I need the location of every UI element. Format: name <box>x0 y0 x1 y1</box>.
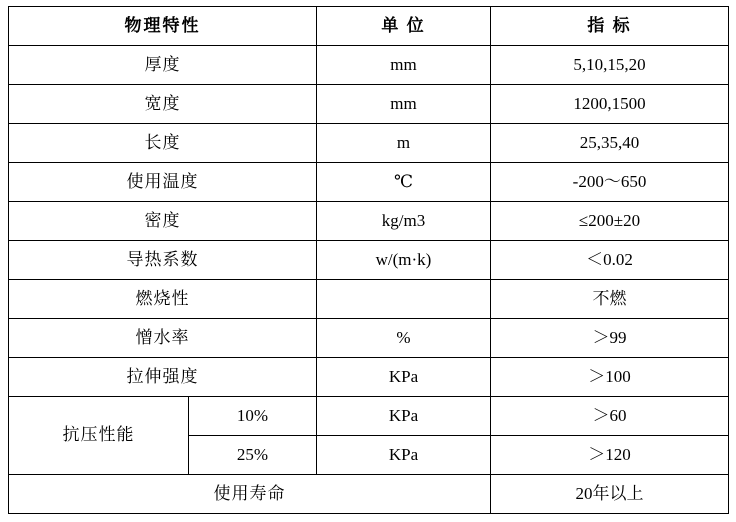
row-unit: KPa <box>317 358 491 397</box>
row-unit: KPa <box>317 436 491 475</box>
table-row <box>9 280 729 319</box>
row-unit: mm <box>317 85 491 124</box>
row-property: 使用温度 <box>9 163 317 202</box>
table-row <box>9 397 729 436</box>
row-value: ＞120 <box>491 436 729 475</box>
specification-table <box>8 6 729 514</box>
row-property-compression: 抗压性能 <box>9 397 189 475</box>
table-row <box>9 241 729 280</box>
row-property: 憎水率 <box>9 319 317 358</box>
row-subproperty: 10% <box>189 397 317 436</box>
row-subproperty: 25% <box>189 436 317 475</box>
row-value: 25,35,40 <box>491 124 729 163</box>
row-value: ＜0.02 <box>491 241 729 280</box>
row-unit <box>317 280 491 319</box>
row-property: 厚度 <box>9 46 317 85</box>
table-row <box>9 475 729 514</box>
row-value: ＞60 <box>491 397 729 436</box>
row-unit: % <box>317 319 491 358</box>
table-row <box>9 319 729 358</box>
row-property: 使用寿命 <box>9 475 491 514</box>
row-property: 宽度 <box>9 85 317 124</box>
row-value: ≤200±20 <box>491 202 729 241</box>
row-value: 不燃 <box>491 280 729 319</box>
row-unit: ℃ <box>317 163 491 202</box>
row-property: 燃烧性 <box>9 280 317 319</box>
column-header-unit: 单 位 <box>317 7 491 46</box>
table-row <box>9 358 729 397</box>
row-unit: m <box>317 124 491 163</box>
column-header-property: 物理特性 <box>9 7 317 46</box>
row-unit: KPa <box>317 397 491 436</box>
row-value: 20年以上 <box>491 475 729 514</box>
row-value: 1200,1500 <box>491 85 729 124</box>
row-value: -200～650 <box>491 163 729 202</box>
row-value: 5,10,15,20 <box>491 46 729 85</box>
table-row <box>9 202 729 241</box>
table-row <box>9 124 729 163</box>
table-row <box>9 163 729 202</box>
row-property: 拉伸强度 <box>9 358 317 397</box>
row-value: ＞100 <box>491 358 729 397</box>
row-value: ＞99 <box>491 319 729 358</box>
table-header-row <box>9 7 729 46</box>
table-row <box>9 85 729 124</box>
row-property: 密度 <box>9 202 317 241</box>
row-property: 长度 <box>9 124 317 163</box>
row-unit: mm <box>317 46 491 85</box>
row-property: 导热系数 <box>9 241 317 280</box>
table-row <box>9 46 729 85</box>
row-unit: w/(m·k) <box>317 241 491 280</box>
row-unit: kg/m3 <box>317 202 491 241</box>
column-header-index: 指 标 <box>491 7 729 46</box>
